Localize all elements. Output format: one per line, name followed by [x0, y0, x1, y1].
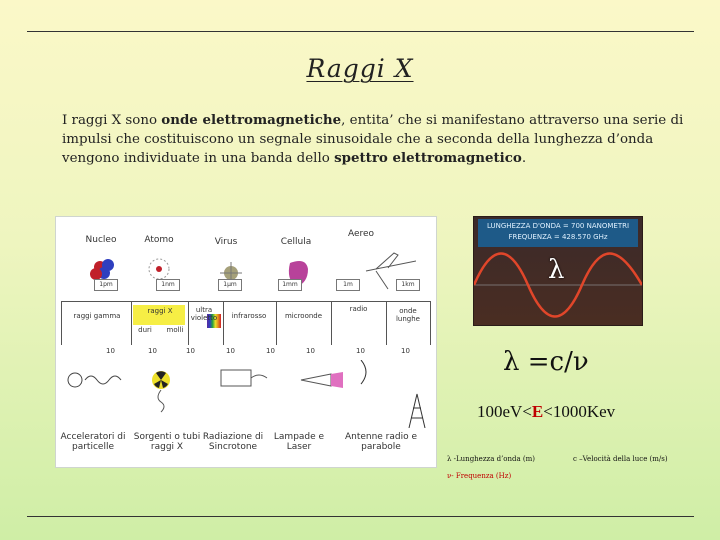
laser-icon [301, 372, 343, 388]
band-uv: ultra violetto [190, 306, 218, 322]
intro-bold-term: onde elettromagnetiche [161, 112, 342, 128]
exp-7: 10 [356, 347, 365, 355]
source-pictograms [61, 360, 431, 428]
band-microwave: microonde [284, 312, 323, 320]
band-gamma: raggi gamma [73, 312, 121, 320]
intro-bold-term-2: spettro elettromagnetico [334, 150, 522, 166]
lambda-symbol: λ [548, 255, 565, 285]
exp-4: 10 [226, 347, 235, 355]
antenna-icon [361, 360, 425, 428]
bottom-rule [27, 516, 694, 517]
legend-nu: ν- Frequenza (Hz) [447, 472, 512, 480]
band-sub-soft: molli [166, 326, 184, 334]
band-long: onde lunghe [395, 307, 420, 323]
size-1km: 1km [396, 279, 420, 291]
source-antennas: Antenne radio e parabole [344, 432, 418, 452]
exp-2: 10 [148, 347, 157, 355]
exp-5: 10 [266, 347, 275, 355]
energy-range: 100eV<E<1000Kev [477, 402, 616, 421]
size-1nm: 1nm [156, 279, 180, 291]
atom-icon [149, 259, 169, 279]
obj-label-atomo: Atomo [144, 235, 174, 245]
band-radio: radio [349, 305, 368, 313]
obj-label-nucleo: Nucleo [85, 235, 117, 245]
wave-header: LUNGHEZZA D'ONDA = 700 NANOMETRI FREQUENZA = 428.570 GHz [478, 219, 638, 247]
band-xray: raggi X [147, 307, 173, 315]
legend-c: c –Velocità della luce (m/s) [573, 455, 668, 463]
source-lamps-lasers: Lampade e Laser [273, 432, 325, 452]
exp-1: 10 [106, 347, 115, 355]
nucleus-icon [90, 259, 114, 280]
obj-label-cellula: Cellula [280, 237, 312, 247]
size-1pm: 1pm [94, 279, 118, 291]
page-title: Raggi X [306, 54, 414, 83]
source-accelerators: Acceleratori di particelle [60, 432, 126, 452]
size-1m: 1m [336, 279, 360, 291]
exp-8: 10 [401, 347, 410, 355]
source-synchrotron: Radiazione di Sincrotone [202, 432, 264, 452]
spectrum-diagram [55, 216, 437, 468]
exp-3: 10 [186, 347, 195, 355]
obj-label-aereo: Aereo [347, 229, 375, 239]
synchrotron-icon [221, 370, 267, 386]
intro-paragraph: I raggi X sono onde elettromagnetiche, entita’ che si manifestano attraverso una serie di impulsi che costituiscono un segnale sinusoidale che a seconda della lunghezza d’onda vengono individuate in una banda dello spettro elettromagnetico. [62, 112, 684, 166]
source-xray-tubes: Sorgenti o tubi raggi X [133, 432, 201, 452]
band-row [61, 301, 431, 345]
radiation-icon [152, 371, 170, 412]
size-1um: 1μm [218, 279, 242, 291]
legend-lambda: λ -Lunghezza d’onda (m) [447, 455, 536, 463]
accelerator-icon [68, 373, 121, 387]
obj-label-virus: Virus [214, 237, 238, 247]
band-sub-hard: duri [138, 326, 152, 334]
exp-6: 10 [306, 347, 315, 355]
object-pictograms [76, 249, 416, 293]
wavelength-formula: λ =c/ν [503, 347, 589, 377]
size-1mm: 1mm [278, 279, 302, 291]
band-ir: infrarosso [231, 312, 267, 320]
top-rule [27, 31, 694, 32]
